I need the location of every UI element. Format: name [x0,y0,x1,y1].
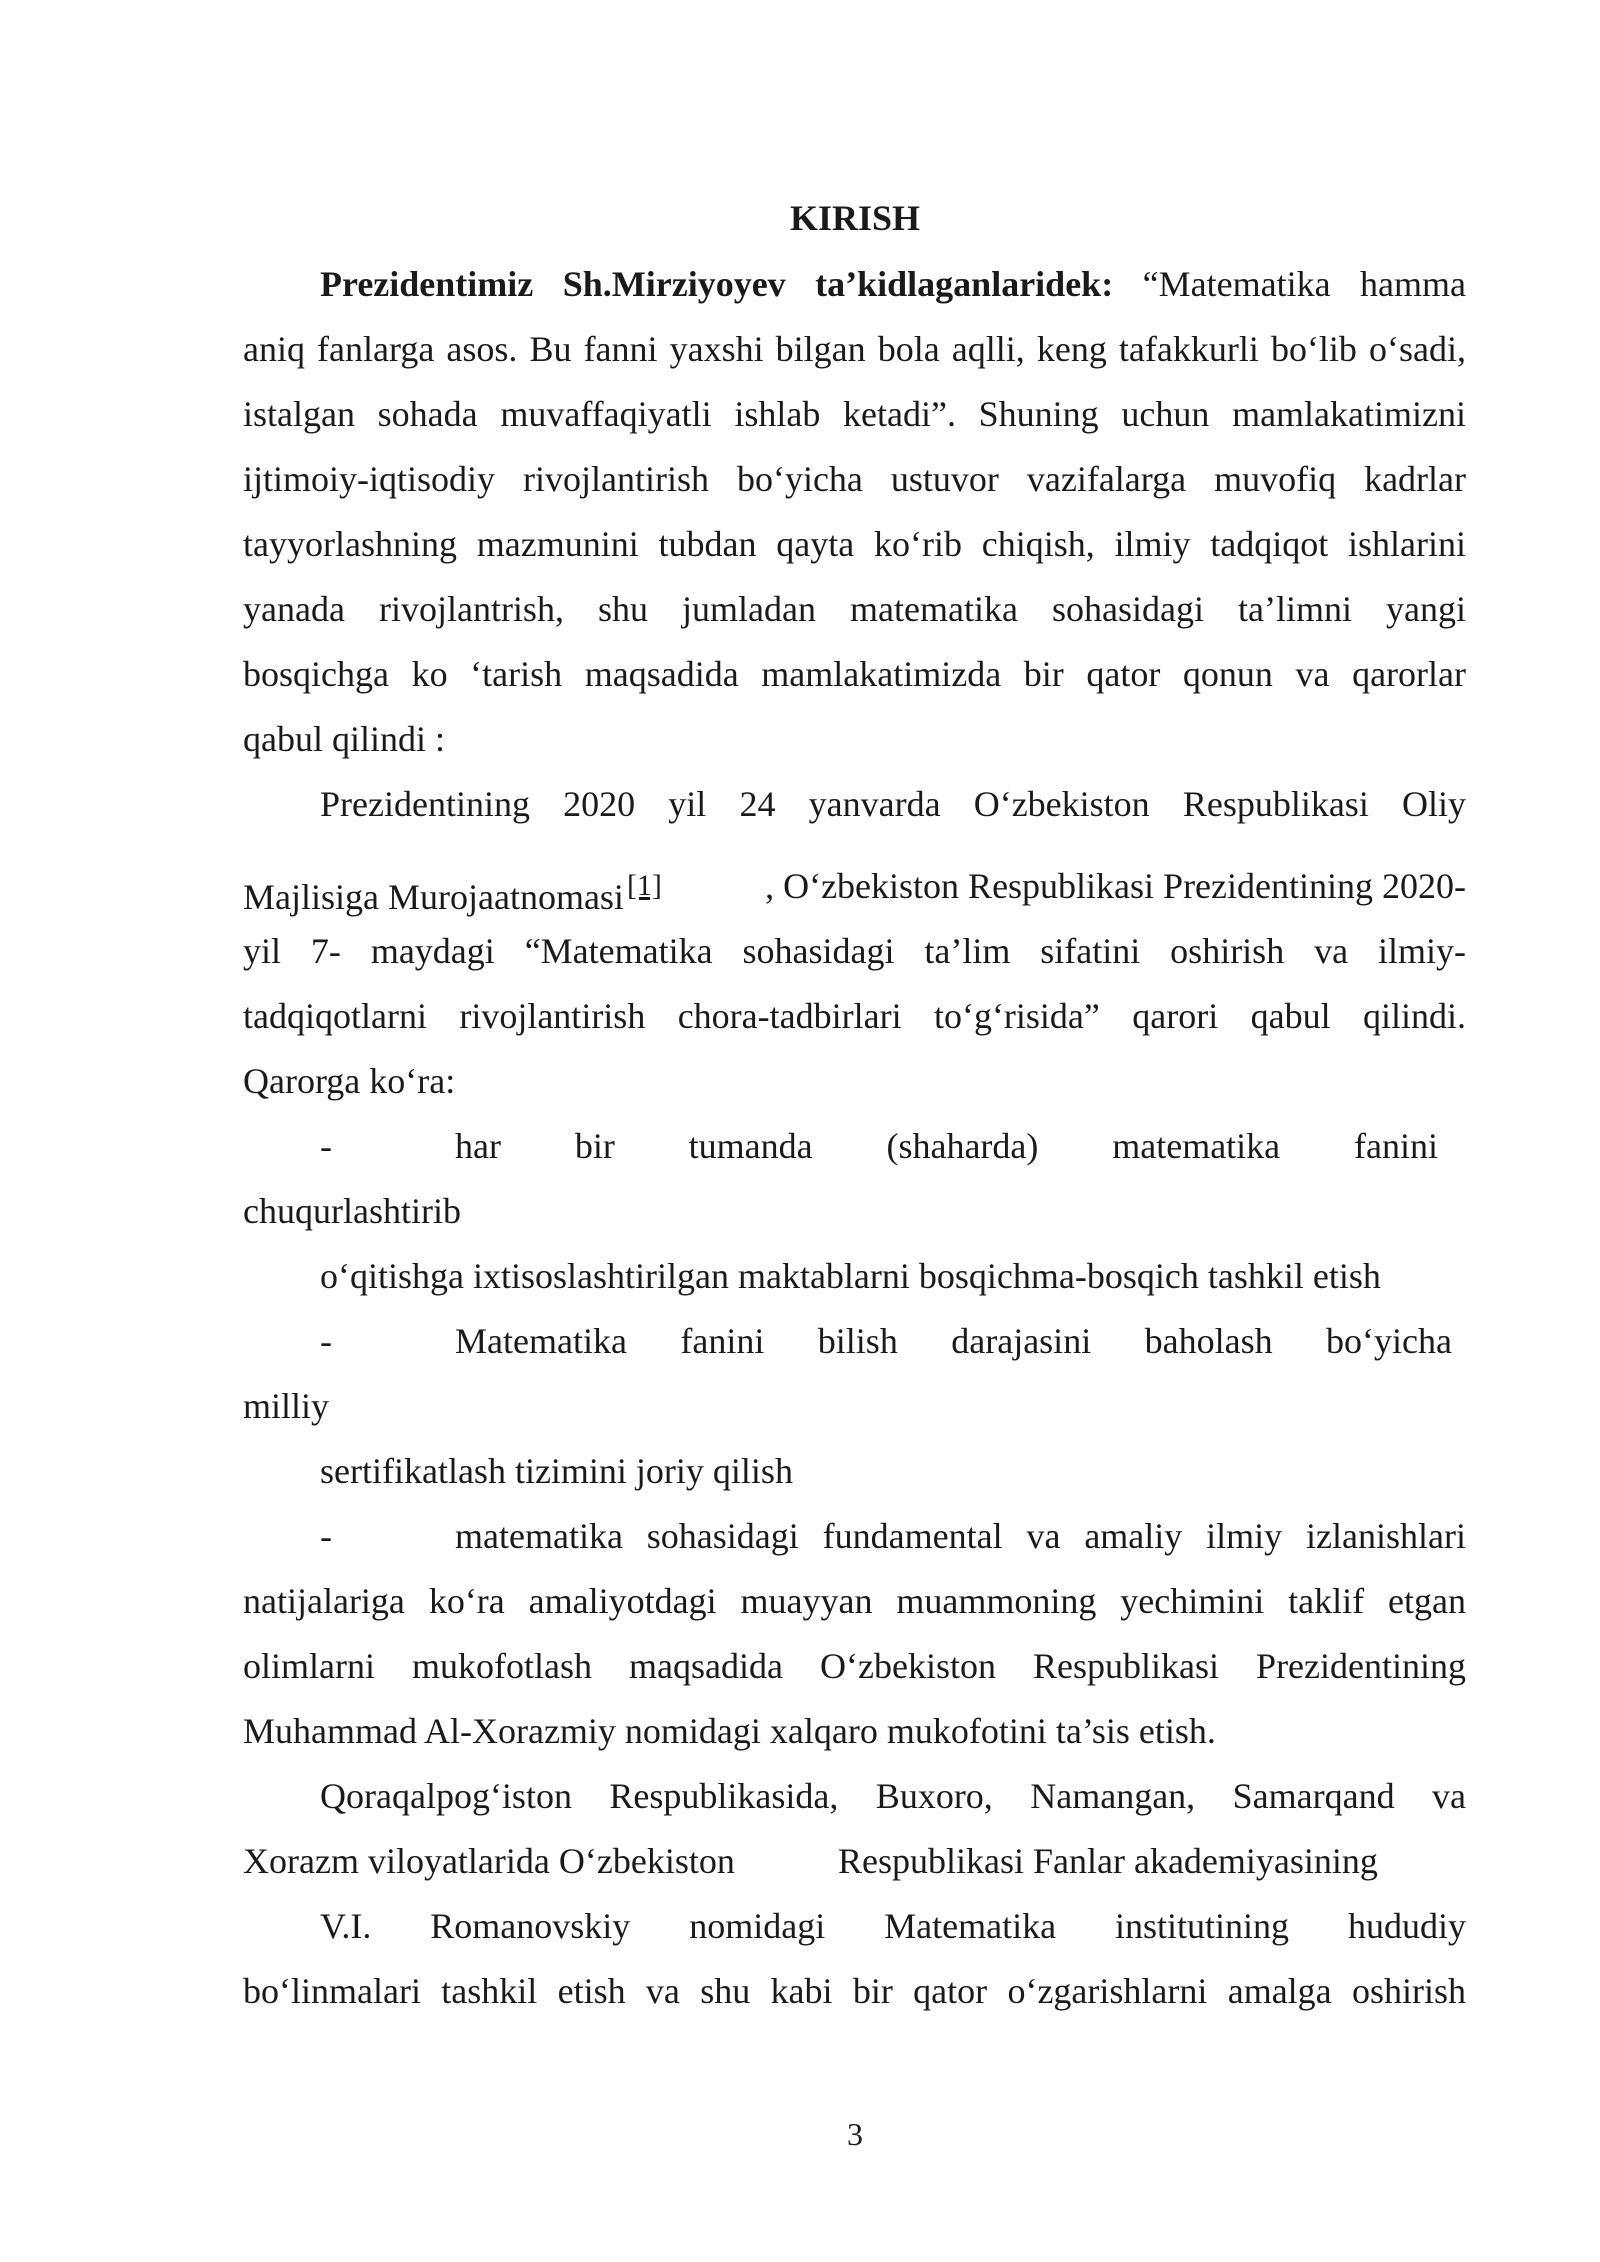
paragraph-line: Prezidentining 2020 yil 24 yanvarda O‘zbekiston Respublikasi Oliy [320,784,1466,824]
footnote-link[interactable]: [1] [626,869,662,902]
paragraph-line [243,1839,1466,1883]
paragraph-line: Qarorga ko‘ra: [243,1061,456,1101]
footnoted-phrase [243,864,662,919]
page-number: 3 [847,2116,863,2152]
list-item-line: natijalariga ko‘ra amaliyotdagi muayyan muammoning yechimini taklif etgan [243,1581,1466,1621]
list-item-continuation: o‘qitishga ixtisoslashtirilgan maktablarni bosqichma-bosqich tashkil etish [320,1256,1381,1296]
paragraph-line: qabul qilindi : [243,719,445,759]
paragraph-line: ijtimoiy-iqtisodiy rivojlantirish bo‘yicha ustuvor vazifalarga muvofiq kadrlar [243,459,1466,499]
list-item-line: Muhammad Al-Xorazmiy nomidagi xalqaro mukofotini ta’sis etish. [243,1711,1216,1751]
list-dash: - [320,1321,332,1361]
paragraph-line: V.I. Romanovskiy nomidagi Matematika institutining hududiy [320,1906,1466,1946]
line-continuation: , O‘zbekiston Respublikasi Prezidentining 2020- [765,866,1466,906]
list-word: bir [574,1126,615,1166]
list-word: har [455,1126,501,1166]
list-item-wrap: chuqurlashtirib [243,1191,461,1231]
list-word: fanini [680,1321,765,1361]
list-item-line [455,1319,1452,1363]
paragraph-line: istalgan sohada muvaffaqiyatli ishlab ketadi”. Shuning uchun mamlakatimizni [243,394,1466,434]
list-word: matematika [1112,1126,1281,1166]
paragraph-line: tayyorlashning mazmunini tubdan qayta ko‘rib chiqish, ilmiy tadqiqot ishlarini [243,524,1466,564]
text-segment: Xorazm viloyatlarida O‘zbekiston [243,1841,735,1881]
list-item-line: matematika sohasidagi fundamental va amaliy ilmiy izlanishlari [455,1516,1466,1556]
bold-lead-text: Prezidentimiz Sh.Mirziyoyev ta’kidlaganlaridek: [320,264,1114,304]
list-dash: - [320,1126,332,1166]
list-item-line [455,1124,1438,1168]
list-item-wrap: milliy [243,1386,330,1426]
text-segment: Respublikasi Fanlar akademiyasining [838,1841,1378,1881]
list-item-line: olimlarni mukofotlash maqsadida O‘zbekiston Respublikasi Prezidentining [243,1646,1466,1686]
list-item-continuation: sertifikatlash tizimini joriy qilish [320,1451,793,1491]
list-word: baholash [1144,1321,1273,1361]
paragraph-line: bosqichga ko ‘tarish maqsadida mamlakatimizda bir qator qonun va qarorlar [243,654,1466,694]
list-word: bo‘yicha [1326,1321,1452,1361]
paragraph-line: yanada rivojlantrish, shu jumladan matematika sohasidagi ta’limni yangi [243,589,1466,629]
list-word: tumanda [688,1126,813,1166]
paragraph-line: tadqiqotlarni rivojlantirish chora-tadbirlari to‘g‘risida” qarori qabul qilindi. [243,996,1466,1036]
list-word: fanini [1354,1126,1438,1166]
list-dash: - [320,1516,332,1556]
paragraph-line: Qoraqalpog‘iston Respublikasida, Buxoro, Namangan, Samarqand va [320,1776,1466,1816]
quote-start-text: “Matematika hamma [1142,264,1466,304]
paragraph-line [320,262,1466,306]
footnoted-text: Majlisiga Murojaatnomasi [243,877,624,917]
list-word: bilish [817,1321,898,1361]
list-word: (shaharda) [886,1126,1039,1166]
paragraph-line-with-footnote [243,864,1466,919]
paragraph-line: yil 7- maydagi “Matematika sohasidagi ta’lim sifatini oshirish va ilmiy- [243,931,1466,971]
paragraph-line: bo‘linmalari tashkil etish va shu kabi bir qator o‘zgarishlarni amalga oshirish [243,1971,1466,2011]
list-word: Matematika [455,1321,627,1361]
list-word: darajasini [951,1321,1092,1361]
paragraph-line: aniq fanlarga asos. Bu fanni yaxshi bilgan bola aqlli, keng tafakkurli bo‘lib o‘sadi, [243,329,1466,369]
section-heading: KIRISH [789,198,921,238]
